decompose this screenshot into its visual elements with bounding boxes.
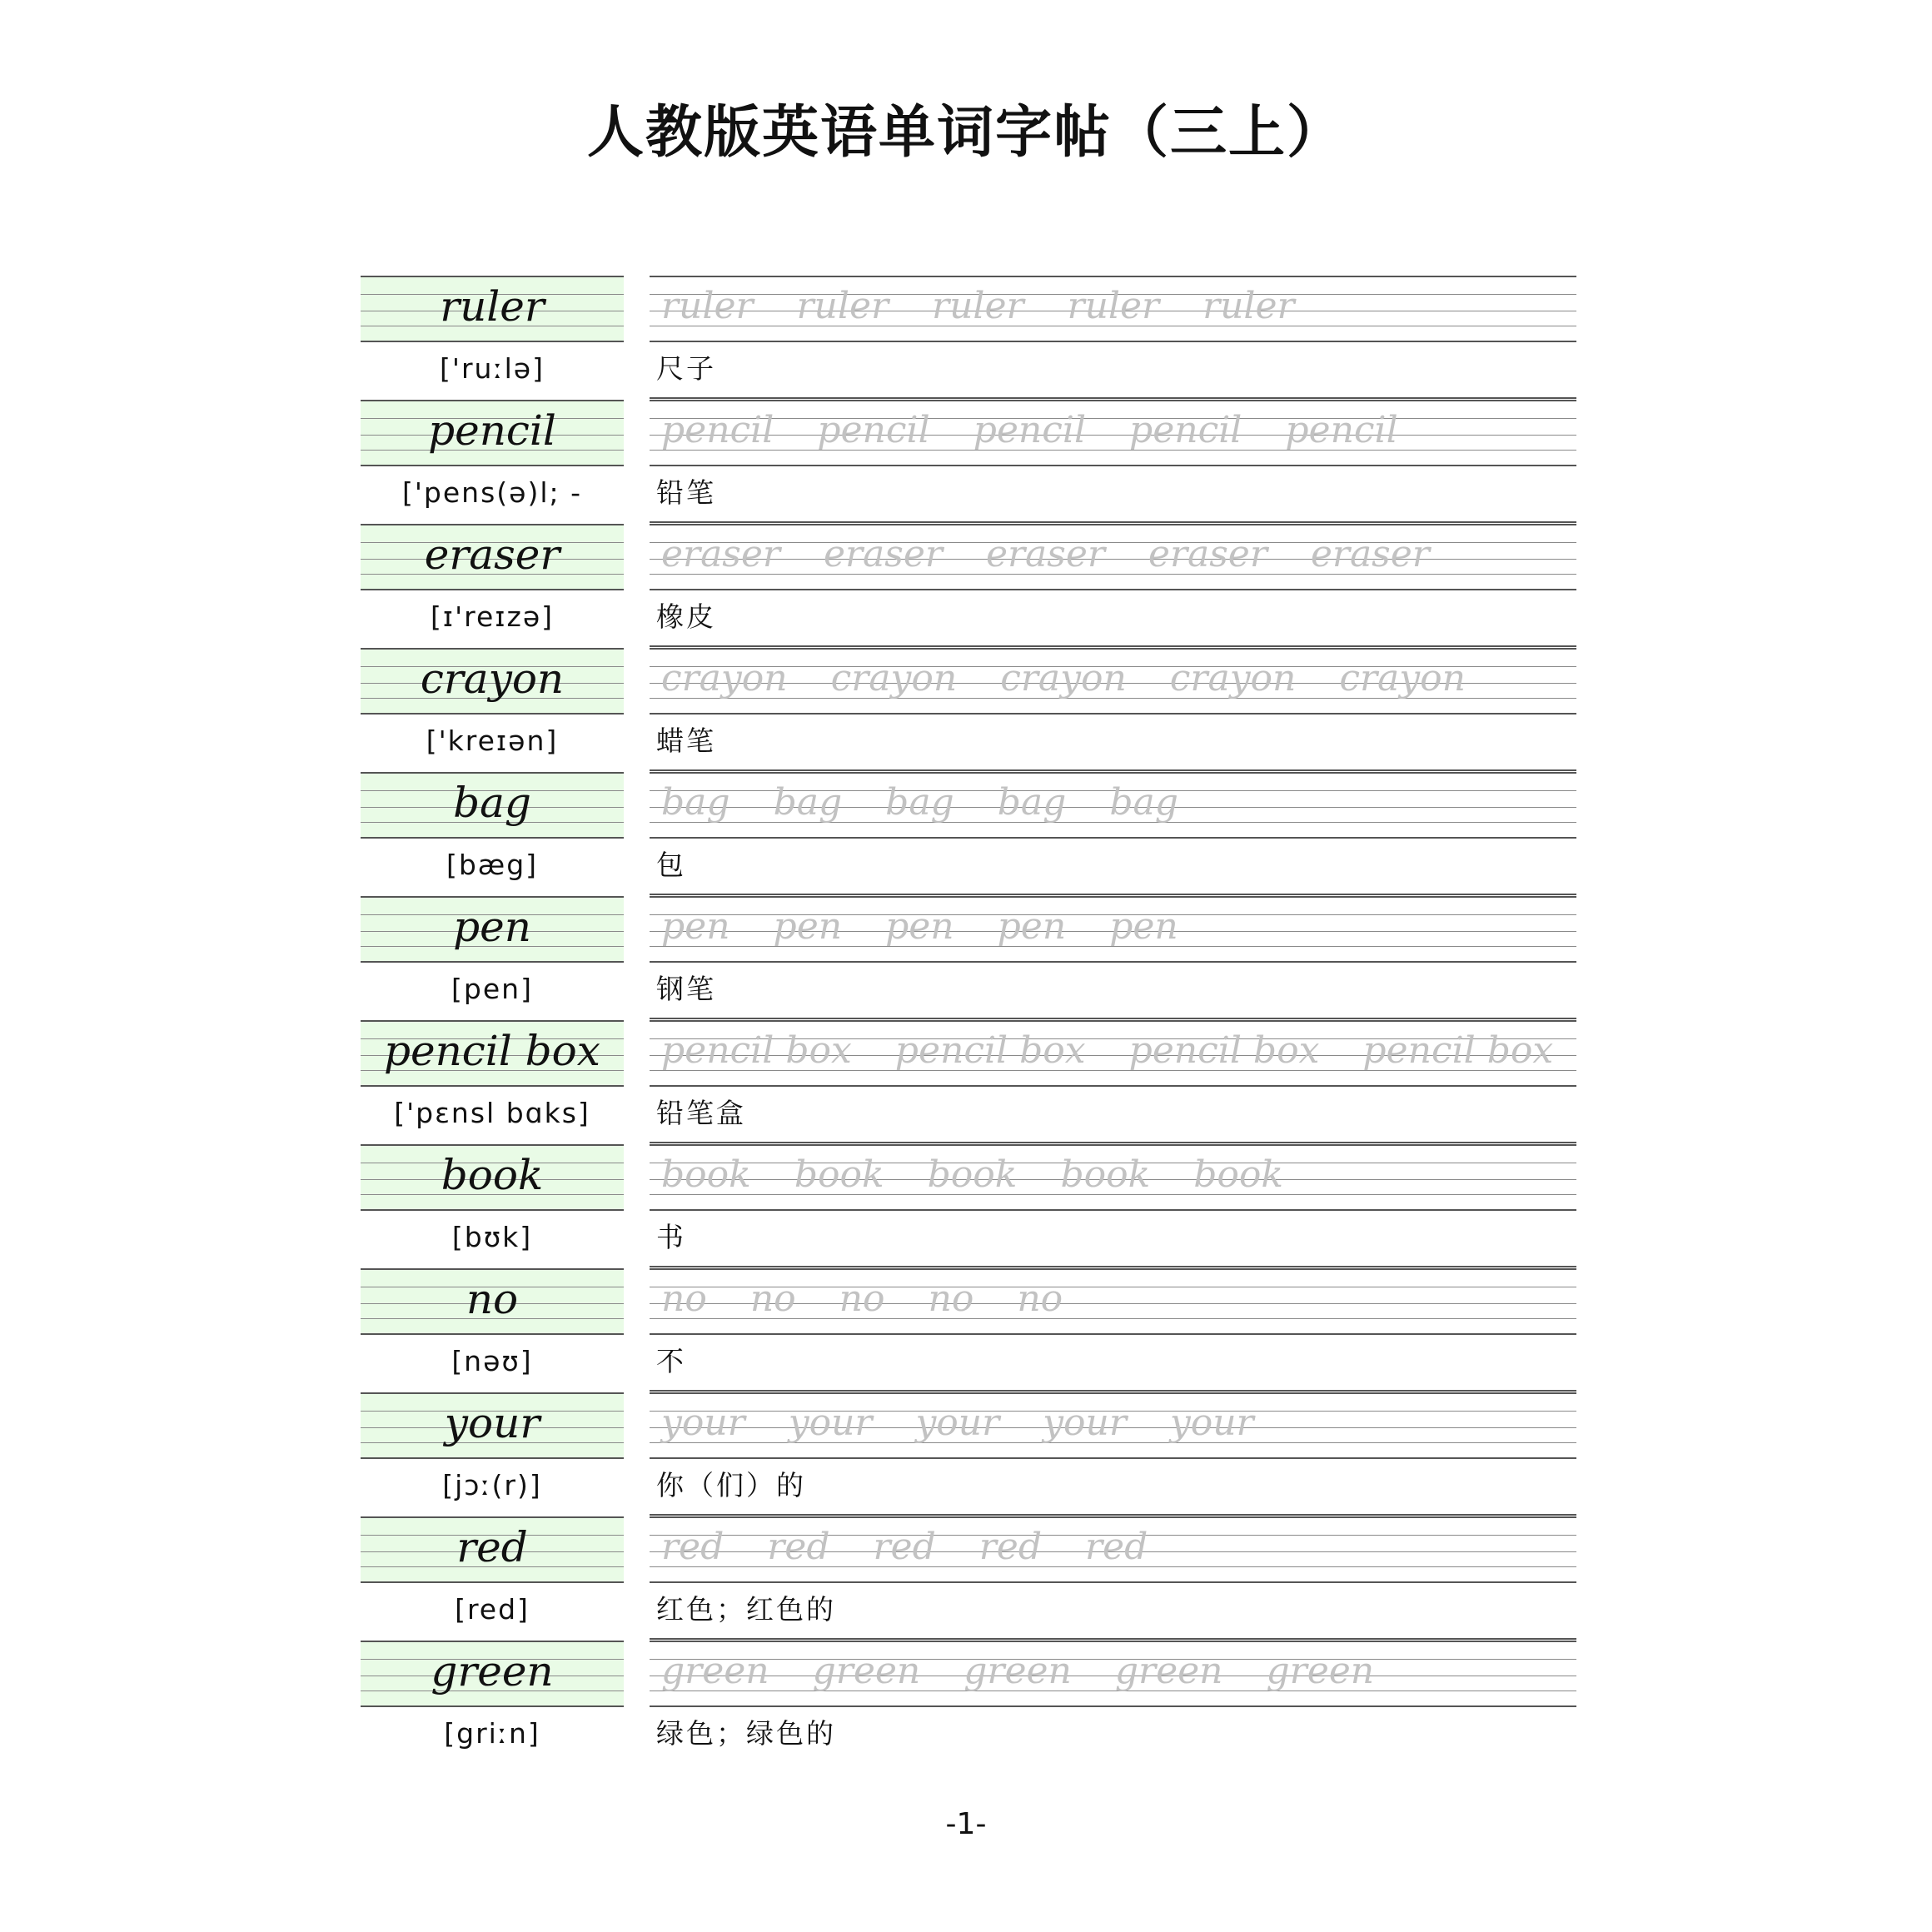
trace-word: book bbox=[927, 1153, 1018, 1196]
trace-word: pencil box bbox=[894, 1029, 1086, 1072]
trace-word: your bbox=[915, 1402, 1000, 1444]
trace-word: bag bbox=[773, 781, 843, 824]
trace-word: red bbox=[978, 1526, 1042, 1568]
trace-word: eraser bbox=[661, 533, 780, 575]
trace-words bbox=[661, 777, 1222, 829]
tracing-box[interactable] bbox=[650, 1268, 1576, 1335]
trace-word: pencil bbox=[1285, 409, 1398, 451]
meaning-line bbox=[650, 1390, 1576, 1392]
trace-word: red bbox=[873, 1526, 936, 1568]
trace-words bbox=[661, 1149, 1327, 1201]
word-entry bbox=[361, 896, 1576, 1019]
tracing-box[interactable] bbox=[650, 1516, 1576, 1583]
trace-words bbox=[661, 405, 1442, 456]
word-entry bbox=[361, 1020, 1576, 1143]
meaning-line bbox=[650, 1266, 1576, 1267]
phonetic-text: ['kreɪən] bbox=[426, 724, 559, 757]
trace-word: your bbox=[788, 1402, 873, 1444]
trace-word: pen bbox=[661, 905, 730, 948]
word-text: red bbox=[456, 1523, 528, 1571]
word-text: ruler bbox=[440, 282, 545, 331]
word-entry bbox=[361, 524, 1576, 647]
meaning-text: 不 bbox=[656, 1345, 686, 1377]
meaning-text: 绿色；绿色的 bbox=[656, 1717, 836, 1750]
trace-word: crayon bbox=[1339, 657, 1466, 700]
trace-word: pencil bbox=[817, 409, 930, 451]
trace-word: green bbox=[1114, 1650, 1223, 1692]
trace-word: pencil box bbox=[661, 1029, 852, 1072]
phonetic-text: [nəʊ] bbox=[451, 1345, 533, 1377]
trace-word: ruler bbox=[932, 285, 1024, 327]
meaning-line bbox=[650, 521, 1576, 523]
trace-word: bag bbox=[997, 781, 1067, 824]
trace-word: bag bbox=[885, 781, 954, 824]
trace-words bbox=[661, 1397, 1297, 1449]
trace-word: pencil bbox=[1129, 409, 1242, 451]
word-entry bbox=[361, 400, 1576, 523]
trace-words bbox=[661, 901, 1222, 953]
word-entry bbox=[361, 1268, 1576, 1392]
trace-word: crayon bbox=[1169, 657, 1297, 700]
word-text: crayon bbox=[420, 655, 565, 703]
trace-word: book bbox=[661, 1153, 751, 1196]
trace-words bbox=[661, 1521, 1191, 1573]
tracing-box[interactable] bbox=[650, 772, 1576, 839]
trace-word: pencil bbox=[973, 409, 1087, 451]
tracing-box[interactable] bbox=[650, 896, 1576, 963]
trace-word: book bbox=[1193, 1153, 1284, 1196]
word-text: book bbox=[441, 1151, 544, 1199]
trace-word: eraser bbox=[985, 533, 1105, 575]
word-box bbox=[361, 1144, 624, 1211]
meaning-line bbox=[650, 645, 1576, 647]
trace-word: ruler bbox=[796, 285, 889, 327]
tracing-box[interactable] bbox=[650, 276, 1576, 342]
meaning-text: 你（们）的 bbox=[656, 1469, 806, 1501]
trace-word: green bbox=[661, 1650, 769, 1692]
meaning-line bbox=[650, 1018, 1576, 1019]
word-entry bbox=[361, 648, 1576, 771]
phonetic-text: ['pens(ə)l; - bbox=[401, 476, 583, 509]
trace-word: no bbox=[661, 1277, 707, 1320]
meaning-text: 尺子 bbox=[656, 352, 716, 385]
meaning-text: 蜡笔 bbox=[656, 724, 716, 757]
trace-word: green bbox=[812, 1650, 921, 1692]
tracing-box[interactable] bbox=[650, 400, 1576, 466]
word-box bbox=[361, 772, 624, 839]
trace-word: your bbox=[1169, 1402, 1254, 1444]
trace-word: red bbox=[767, 1526, 830, 1568]
trace-word: bag bbox=[661, 781, 730, 824]
phonetic-text: [bæg] bbox=[446, 849, 539, 881]
phonetic-text: [pen] bbox=[451, 973, 533, 1005]
meaning-line bbox=[650, 397, 1576, 399]
trace-word: pencil box bbox=[1128, 1029, 1320, 1072]
meaning-text: 橡皮 bbox=[656, 600, 716, 633]
word-box bbox=[361, 1392, 624, 1459]
page-title: 人教版英语单词字帖（三上） bbox=[586, 99, 1345, 166]
trace-word: eraser bbox=[1310, 533, 1430, 575]
phonetic-text: [bʊk] bbox=[451, 1221, 533, 1253]
trace-word: crayon bbox=[830, 657, 958, 700]
word-text: pen bbox=[453, 903, 531, 951]
tracing-box[interactable] bbox=[650, 524, 1576, 590]
trace-word: your bbox=[661, 1402, 745, 1444]
word-box bbox=[361, 1516, 624, 1583]
trace-words bbox=[661, 281, 1338, 332]
phonetic-text: [griːn] bbox=[444, 1717, 540, 1750]
tracing-box[interactable] bbox=[650, 1020, 1576, 1087]
word-box bbox=[361, 648, 624, 715]
trace-word: book bbox=[1060, 1153, 1151, 1196]
tracing-box[interactable] bbox=[650, 1641, 1576, 1707]
trace-words bbox=[661, 529, 1473, 580]
phonetic-text: [ɪ'reɪzə] bbox=[430, 600, 555, 633]
meaning-text: 铅笔 bbox=[656, 476, 716, 509]
trace-word: pen bbox=[997, 905, 1067, 948]
trace-words bbox=[661, 1646, 1417, 1697]
word-entry bbox=[361, 1392, 1576, 1516]
trace-word: red bbox=[661, 1526, 724, 1568]
trace-word: eraser bbox=[823, 533, 943, 575]
word-text: pencil bbox=[428, 406, 556, 455]
trace-word: green bbox=[1266, 1650, 1375, 1692]
trace-word: pen bbox=[1109, 905, 1178, 948]
word-entry bbox=[361, 1641, 1576, 1764]
word-text: green bbox=[431, 1647, 554, 1695]
word-entry bbox=[361, 772, 1576, 895]
word-entry bbox=[361, 276, 1576, 399]
word-box bbox=[361, 1641, 624, 1707]
trace-word: your bbox=[1043, 1402, 1127, 1444]
meaning-text: 红色；红色的 bbox=[656, 1593, 836, 1626]
phonetic-text: ['pɛnsl bɑks] bbox=[394, 1097, 590, 1129]
meaning-line bbox=[650, 1514, 1576, 1516]
tracing-box[interactable] bbox=[650, 648, 1576, 715]
word-entry bbox=[361, 1144, 1576, 1267]
word-text: your bbox=[444, 1399, 540, 1447]
page-number: -1- bbox=[945, 1807, 987, 1841]
word-text: no bbox=[466, 1275, 519, 1323]
phonetic-text: [red] bbox=[455, 1593, 530, 1626]
trace-word: no bbox=[749, 1277, 796, 1320]
word-text: pencil box bbox=[384, 1027, 600, 1075]
word-box bbox=[361, 400, 624, 466]
meaning-text: 铅笔盒 bbox=[656, 1097, 746, 1129]
phonetic-text: [jɔː(r)] bbox=[442, 1469, 542, 1501]
trace-word: bag bbox=[1109, 781, 1178, 824]
word-text: eraser bbox=[424, 530, 560, 579]
word-entry bbox=[361, 1516, 1576, 1640]
meaning-line bbox=[650, 769, 1576, 771]
trace-word: pencil bbox=[661, 409, 774, 451]
word-box bbox=[361, 896, 624, 963]
meaning-line bbox=[650, 894, 1576, 895]
trace-word: pen bbox=[885, 905, 954, 948]
trace-word: no bbox=[1017, 1277, 1063, 1320]
meaning-text: 钢笔 bbox=[656, 973, 716, 1005]
meaning-line bbox=[650, 1638, 1576, 1640]
phonetic-text: ['ruːlə] bbox=[440, 352, 545, 385]
trace-word: ruler bbox=[1067, 285, 1160, 327]
trace-word: pen bbox=[773, 905, 843, 948]
trace-words bbox=[661, 1273, 1106, 1325]
tracing-box[interactable] bbox=[650, 1144, 1576, 1211]
trace-word: crayon bbox=[1000, 657, 1127, 700]
trace-words bbox=[661, 653, 1509, 705]
trace-word: book bbox=[794, 1153, 884, 1196]
word-box bbox=[361, 524, 624, 590]
trace-words bbox=[661, 1025, 1596, 1077]
trace-word: red bbox=[1085, 1526, 1148, 1568]
word-box bbox=[361, 276, 624, 342]
trace-word: pencil box bbox=[1362, 1029, 1554, 1072]
meaning-text: 包 bbox=[656, 849, 686, 881]
trace-word: no bbox=[839, 1277, 885, 1320]
tracing-box[interactable] bbox=[650, 1392, 1576, 1459]
trace-word: eraser bbox=[1148, 533, 1267, 575]
trace-word: green bbox=[964, 1650, 1072, 1692]
trace-word: no bbox=[928, 1277, 974, 1320]
trace-word: crayon bbox=[661, 657, 788, 700]
trace-word: ruler bbox=[1203, 285, 1295, 327]
meaning-line bbox=[650, 1142, 1576, 1143]
trace-word: ruler bbox=[661, 285, 754, 327]
word-text: bag bbox=[453, 779, 531, 827]
meaning-text: 书 bbox=[656, 1221, 686, 1253]
word-box bbox=[361, 1268, 624, 1335]
word-box bbox=[361, 1020, 624, 1087]
